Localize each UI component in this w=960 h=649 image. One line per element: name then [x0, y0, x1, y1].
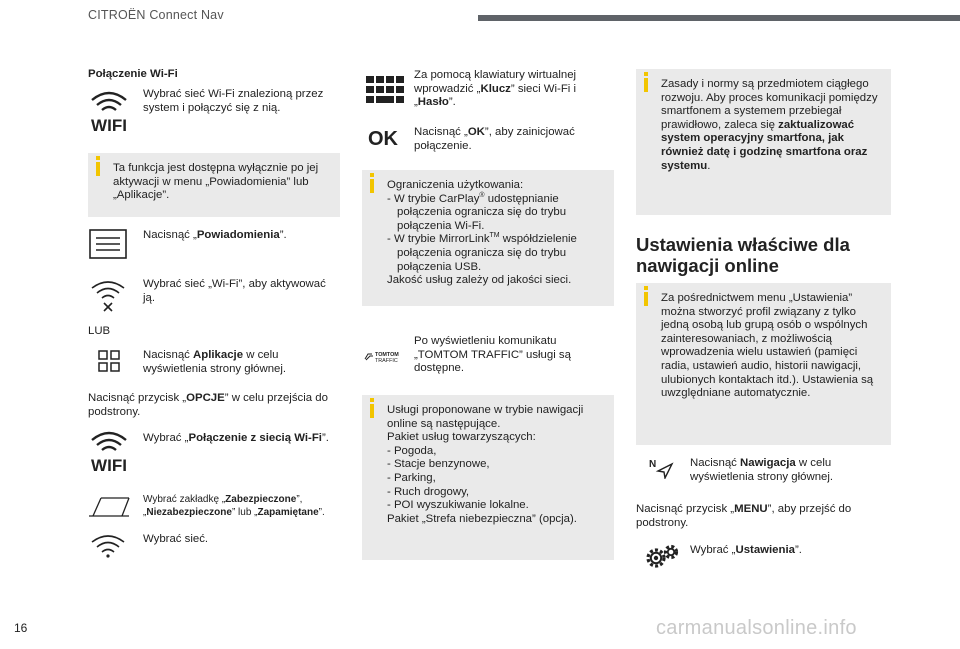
svg-text:WIFI: WIFI — [91, 116, 127, 132]
step-notifications: Nacisnąć „Powiadomienia”. — [143, 229, 287, 241]
step-select-wifi: Wybrać sieć Wi-Fi znalezioną przez system i połączyć się z nią. — [143, 88, 324, 114]
limit-mirrorlink: - W trybie MirrorLink™ współdzielenie połączenia ogranicza się do trybu połączenia USB. — [387, 232, 577, 273]
note-box — [88, 153, 340, 217]
svg-text:TRAFFIC: TRAFFIC — [375, 358, 398, 364]
step-select-network: Wybrać sieć. — [143, 533, 209, 545]
gear-icon — [644, 542, 680, 574]
step-keyboard: Za pomocą klawiatury wirtualnej wprowadzić „Klucz” sieci Wi-Fi i „Hasło”. — [414, 69, 577, 109]
svg-text:WIFI: WIFI — [91, 456, 127, 472]
step-menu: Nacisnąć przycisk „MENU”, aby przejść do podstrony. — [636, 503, 852, 529]
services-pack2: Pakiet „Strefa niebezpieczna” (opcja). — [387, 512, 577, 525]
header-title: CITROËN Connect Nav — [88, 8, 224, 22]
note-text: Ta funkcja jest dostępna wyłącznie po jej aktywacji w menu „Powiadomienia” lub „Aplikacje”. — [113, 162, 319, 202]
services-marker — [370, 404, 374, 418]
settings-marker — [644, 292, 648, 306]
section-title-wifi: Połączenie Wi-Fi — [88, 68, 178, 80]
section-heading: Ustawienia właściwe dla nawigacji online — [636, 234, 850, 276]
svg-text:TOMTOM: TOMTOM — [375, 352, 399, 358]
wifi-signal-icon — [88, 532, 128, 558]
step-navigation: Nacisnąć Nawigacja w celu wyświetlenia strony głównej. — [690, 457, 834, 483]
limits-marker — [370, 179, 374, 193]
service-item: - Parking, — [387, 471, 436, 484]
keyboard-icon — [366, 76, 404, 104]
header-bar — [478, 15, 960, 21]
service-item: - Stacje benzynowe, — [387, 458, 490, 471]
limit-carplay: - W trybie CarPlay® udostępnianie połączenia ogranicza się do trybu połączenia Wi-Fi. — [387, 191, 567, 232]
limits-title: Ograniczenia użytkowania: — [387, 179, 524, 191]
step-options: Nacisnąć przycisk „OPCJE” w celu przejścia do podstrony. — [88, 392, 328, 418]
step-apps: Nacisnąć Aplikacje w celu wyświetlenia strony głównej. — [143, 349, 287, 375]
step-ok: Nacisnąć „OK”, aby zainicjować połączenie. — [414, 126, 575, 152]
tomtom-traffic-logo — [364, 350, 408, 364]
service-item: - POI wyszukiwanie lokalne. — [387, 499, 529, 512]
step-settings: Wybrać „Ustawienia”. — [690, 544, 802, 556]
tomtom-text: Po wyświetleniu komunikatu „TOMTOM TRAFFIC” usługi są dostępne. — [414, 335, 571, 375]
note-marker — [96, 162, 100, 176]
limits-footer: Jakość usług zależy od jakości sieci. — [387, 274, 572, 287]
settings-box: Za pośrednictwem menu „Ustawienia” można stworzyć profil związany z tylko jedną osobą lub grupą osób o wspólnych zainteresowaniach, z możliwością wprowadzenia wielu ustawień (pamięci radia, ustawień audio, historii nawigacji, ulubionych kontaktach itd.). Ustawienia są uwzględniane automatycznie. — [636, 283, 891, 445]
navigation-icon — [648, 457, 674, 479]
page-number: 16 — [14, 621, 28, 635]
watermark: carmanualsonline.info — [656, 617, 857, 639]
notifications-icon — [88, 228, 128, 260]
service-item: - Ruch drogowy, — [387, 485, 470, 498]
or-label: LUB — [88, 325, 111, 337]
wifi-off-icon — [88, 278, 128, 312]
wifi-icon-2 — [88, 428, 130, 472]
rules-box: Zasady i normy są przedmiotem ciągłego rozwoju. Aby proces komunikacji pomiędzy smartfonem a systemem przebiegał prawidłowo, zaleca się zaktualizować system operacyjny smartfona, jak również datę i godzinę smartfona oraz systemu. — [636, 69, 891, 215]
svg-text:N: N — [649, 459, 657, 470]
services-pack1: Pakiet usług towarzyszących: — [387, 431, 536, 444]
services-box — [362, 395, 614, 560]
step-activate-wifi: Wybrać sieć „Wi-Fi”, aby aktywować ją. — [143, 278, 326, 304]
ok-icon: OK — [368, 128, 398, 150]
step-tabs: Wybrać zakładkę „Zabezpieczone”, „Niezabezpieczone” lub „Zapamiętane”. — [143, 494, 325, 518]
service-item: - Pogoda, — [387, 444, 437, 457]
rules-marker — [644, 78, 648, 92]
tabs-icon — [88, 494, 130, 518]
limits-box — [362, 170, 614, 306]
wifi-icon — [88, 88, 130, 132]
services-intro: Usługi proponowane w trybie nawigacji online są następujące. — [387, 404, 584, 430]
apps-icon — [97, 349, 121, 373]
step-connection: Wybrać „Połączenie z siecią Wi-Fi”. — [143, 432, 329, 444]
